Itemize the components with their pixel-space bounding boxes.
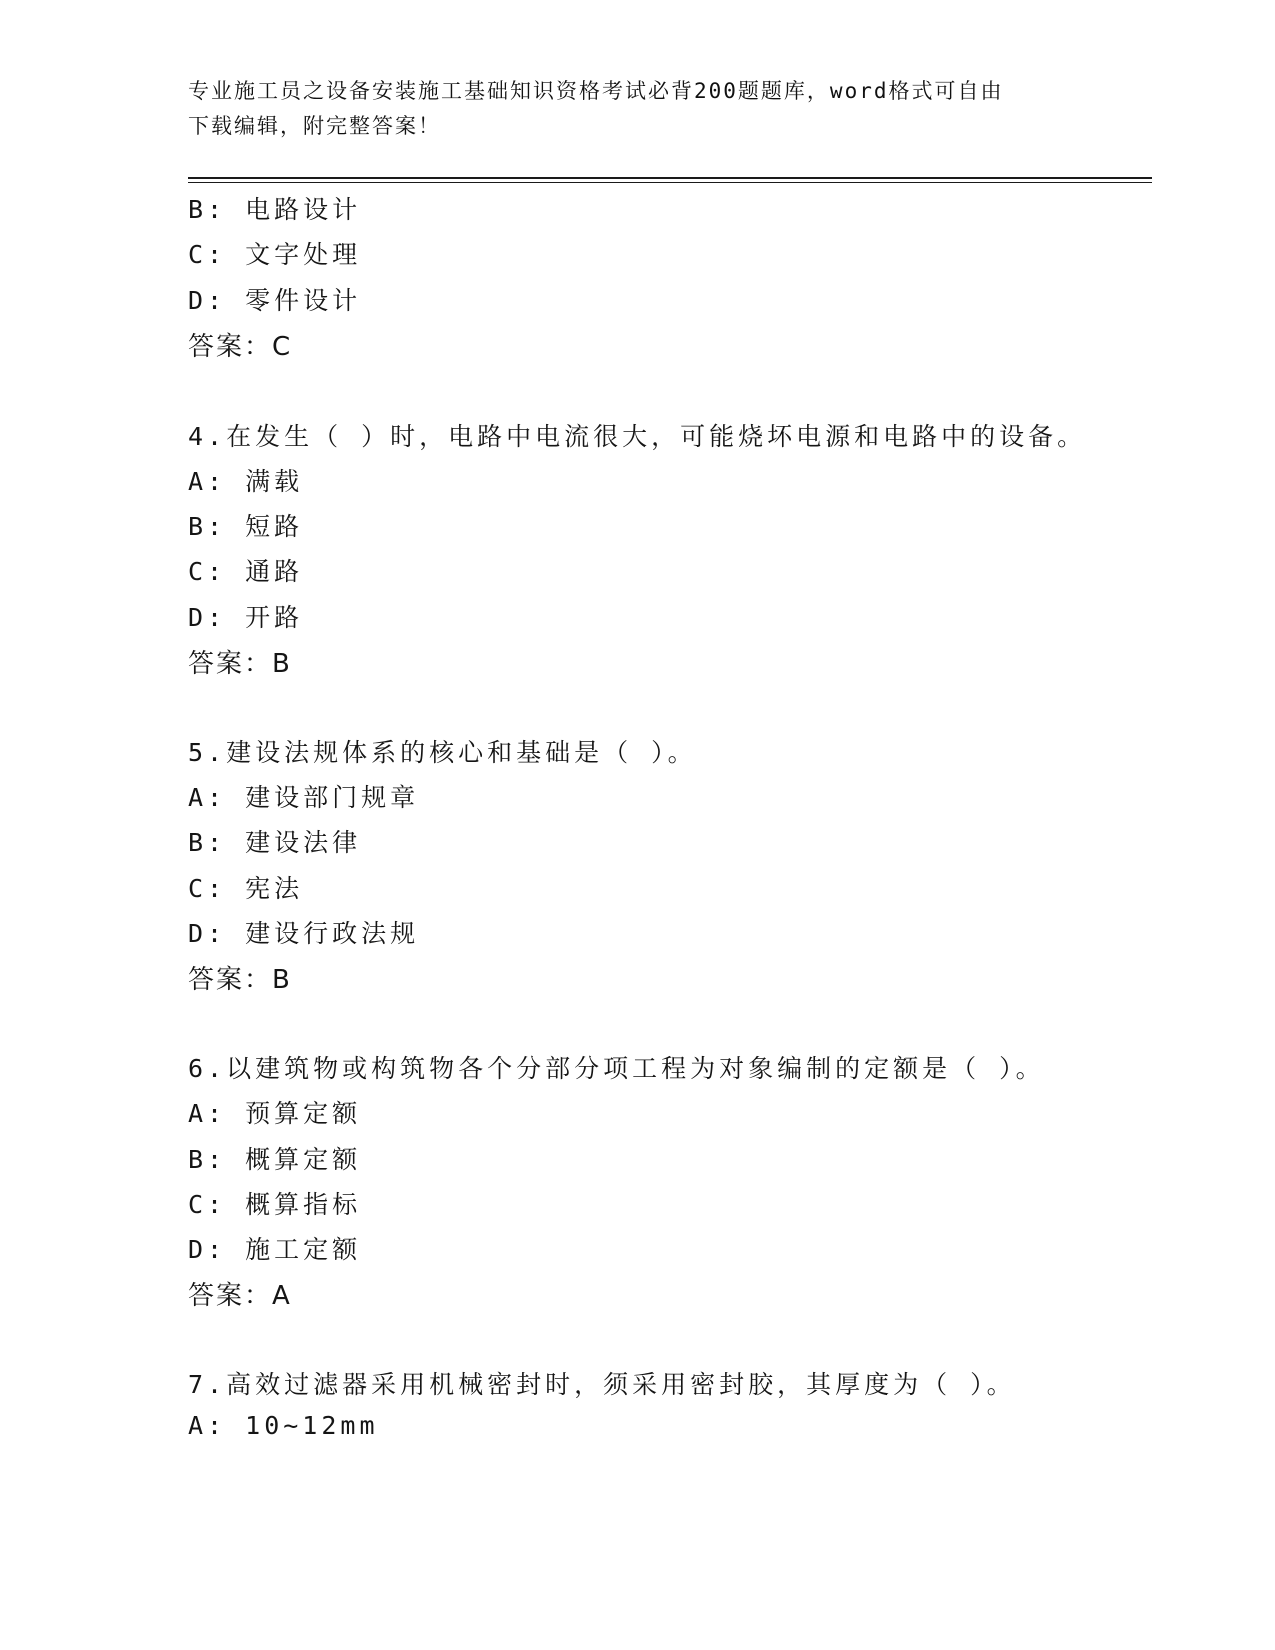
- q4-option-d: D: 开路: [188, 603, 304, 632]
- q4-option-b: B: 短路: [188, 512, 304, 541]
- q4-option-a: A: 满载: [188, 467, 304, 496]
- q6-option-d: D: 施工定额: [188, 1235, 362, 1264]
- q7-option-a: A: 10~12mm: [188, 1411, 379, 1440]
- q3-answer: 答案：C: [188, 332, 293, 362]
- q4-answer: 答案：B: [188, 649, 292, 679]
- q6-answer: 答案：A: [188, 1281, 292, 1311]
- q7-question: 7.高效过滤器采用机械密封时，须采用密封胶，其厚度为（ ）。: [188, 1370, 1016, 1399]
- q6-option-c: C: 概算指标: [188, 1190, 362, 1219]
- q6-question: 6.以建筑物或构筑物各个分部分项工程为对象编制的定额是（ ）。: [188, 1054, 1045, 1083]
- q5-answer: 答案：B: [188, 965, 292, 995]
- header-rule-thin: [188, 182, 1152, 183]
- q4-option-c: C: 通路: [188, 557, 304, 586]
- q5-option-b: B: 建设法律: [188, 828, 362, 857]
- q5-option-a: A: 建设部门规章: [188, 783, 420, 812]
- q5-option-d: D: 建设行政法规: [188, 919, 420, 948]
- q5-question: 5.建设法规体系的核心和基础是（ ）。: [188, 738, 697, 767]
- q4-question: 4.在发生（ ）时，电路中电流很大，可能烧坏电源和电路中的设备。: [188, 422, 1087, 451]
- q3-option-d: D: 零件设计: [188, 286, 362, 315]
- header-line-2: 下载编辑，附完整答案！: [188, 114, 441, 138]
- q6-option-a: A: 预算定额: [188, 1099, 362, 1128]
- q3-option-b: B: 电路设计: [188, 195, 362, 224]
- q3-option-c: C: 文字处理: [188, 240, 362, 269]
- header-line-1: 专业施工员之设备安装施工基础知识资格考试必背200题题库，word格式可自由: [188, 79, 1004, 103]
- q6-option-b: B: 概算定额: [188, 1145, 362, 1174]
- q5-option-c: C: 宪法: [188, 874, 304, 903]
- document-header: [188, 74, 1088, 144]
- header-rule-thick: [188, 177, 1152, 179]
